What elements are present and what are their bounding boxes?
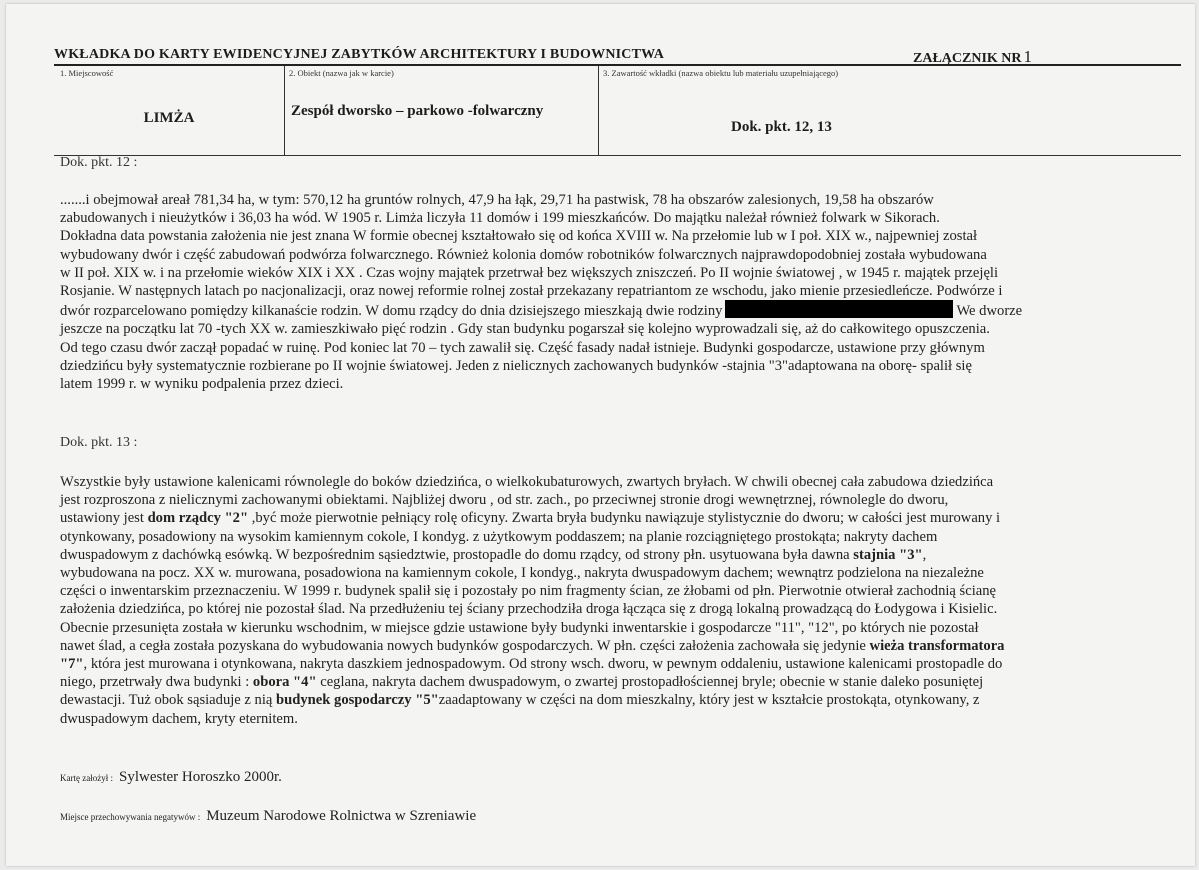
field-object-value: Zespół dworsko – parkowo -folwarczny (291, 103, 544, 119)
text-line: jeszcze na początku lat 70 -tych XX w. zamieszkiwało pięć rodzin . Gdy stan budynku pogarszał się kolejno wyprowadzali się, aż do całkowitego opuszczenia. (60, 321, 990, 338)
building-name-transformer: wieża transformatora (869, 637, 1005, 654)
text-line: w II poł. XIX w. i na przełomie wieków XIX i XX . Czas wojny majątek przetrwał bez większych zniszczeń. Po II wojnie światowej , w 1945 r. majątek przejęli (60, 264, 999, 281)
form-header-table (54, 64, 1181, 156)
text-line: .......i obejmował areał 781,34 ha, w tym: 570,12 ha gruntów rolnych, 47,9 ha łąk, 29,71 ha pastwisk, 78 ha obszarów zalesionych, 19,58 ha obszarów (60, 192, 934, 208)
field-object-label: 2. Obiekt (nazwa jak w karcie) (289, 68, 394, 78)
footer-negatives (60, 807, 476, 825)
text-line (60, 673, 1160, 691)
field-locality (54, 66, 284, 155)
text-line: Rosjanie. W następnych latach po nacjonalizacji, oraz nowej reformie rolnej został przekazany repatriantom ze wschodu, jako mienie przesiedleńcze. Podwórze i (60, 283, 1003, 300)
section-13-text (60, 473, 1160, 728)
building-name-farm: budynek gospodarczy "5" (276, 692, 439, 709)
field-contents-value: Dok. pkt. 12, 13 (731, 119, 832, 135)
building-name-stable: stajnia "3" (853, 546, 923, 563)
footer-author (60, 768, 282, 786)
field-locality-label: 1. Miejscowość (60, 68, 114, 78)
field-contents-label: 3. Zawartość wkładki (nazwa obiektu lub materiału uzupełniającego) (603, 68, 839, 78)
text-line: Obecnie przesunięta została w kierunku wschodnim, w miejsce gdzie ustawione były budynki inwentarskie i gospodarcze "11", "12", po których nie pozostał (60, 619, 979, 636)
text-fragment: ceglana, nakryta dachem dwuspadowym, o zwartej prostopadłościennej bryle; obecnie w stanie daleko posuniętej (316, 674, 984, 691)
text-line: latem 1999 r. w wyniku podpalenia przez dzieci. (60, 376, 344, 393)
section-12-label: Dok. pkt. 12 : (60, 155, 138, 170)
negatives-label: Miejsce przechowywania negatywów : (60, 812, 201, 822)
text-fragment: zaadaptowany w części na dom mieszkalny, który jest w kształcie prostokąta, otynkowany, z (438, 692, 980, 709)
text-line (60, 691, 1160, 709)
text-fragment: dwór rozparcelowano pomiędzy kilkanaście rodzin. W domu rządcy do dnia dzisiejszego mieszkają dwie rodziny (60, 303, 723, 320)
redaction-bar (725, 300, 953, 318)
text-line: Od tego czasu dwór zaczął popadać w ruinę. Pod koniec lat 70 – tych zawalił się. Część fasady nadał istnieje. Budynki gospodarcze, ustawione przy głównym (60, 339, 985, 356)
text-line: Dokładna data powstania założenia nie jest znana W formie obecnej kształtowało się od końca XVIII w. Na przełomie lub w I poł. XIX w., najpewniej został (60, 228, 978, 245)
text-line: wybudowany dwór i część zabudowań podwórza folwarcznego. Również kolonia domów robotników folwarcznych najprawdopodobniej została wybudowana (60, 246, 987, 263)
text-line: wybudowana na pocz. XX w. murowana, posadowiona na kamiennym cokole, I kondyg., nakryta dwuspadowym dachem; wewnątrz podzielona na niezależne (60, 565, 984, 582)
building-name-barn: obora "4" (252, 674, 317, 691)
text-fragment: ,być może pierwotnie pełniący rolę oficyny. Zwarta bryła budynku nawiązuje stylistycznie do dworu; w całości jest murowany i (248, 510, 1001, 527)
text-fragment: niego, przetrwały dwa budynki : (60, 674, 253, 691)
section-13-label: Dok. pkt. 13 : (60, 435, 138, 450)
author-value: Sylwester Horoszko 2000r. (118, 769, 282, 785)
field-object (284, 66, 599, 155)
text-line: otynkowany, posadowiony na wysokim kamiennym cokole, I kondyg. z użytkowym poddaszem; na planie rozciągniętego prostokąta; nakryty dachem (60, 528, 938, 545)
text-line: zabudowanych i nieużytków i 36,03 ha wód. W 1905 r. Limża liczyła 11 domów i 199 mieszkańców. Do majątku należał również folwark w Sikorach. (60, 210, 940, 227)
text-line: Wszystkie były ustawione kalenicami równolegle do boków dziedzińca, o wielkokubaturowych, zwartych bryłach. W chwili obecnej cała zabudowa dziedzińca (60, 474, 994, 490)
text-line: części o inwentarskim przeznaczeniu. W 1999 r. budynek spalił się i pozostały po nim fragmenty ścian, ze żłobami od płn. Pierwotnie otwierał zachodnią ścianę (60, 583, 997, 600)
text-line (60, 655, 1160, 673)
text-line (60, 300, 1160, 320)
text-fragment: We dworze (956, 303, 1023, 320)
field-locality-value: LIMŻA (143, 110, 195, 126)
author-label: Kartę założył : (60, 773, 113, 783)
text-line: jest rozproszona z nielicznymi zachowanymi obiektami. Najbliżej dworu , od str. zach., po przeciwnej stronie drogi wewnętrznej, równolegle do dworu, (60, 492, 949, 509)
text-line: dziedzińcu były systematycznie rozbierane po II wojnie światowej. Jeden z nielicznych zachowanych budynków -stajnia "3"adaptowana na oborę- spalił się (60, 357, 972, 374)
negatives-value: Muzeum Narodowe Rolnictwa w Szreniawie (206, 808, 477, 824)
text-fragment: , która jest murowana i otynkowana, nakryta daszkiem jednospadowym. Od strony wsch. dworu, w pewnym oddaleniu, ustawione kalenicami prostopadle do (83, 656, 1003, 673)
building-name-house: dom rządcy "2" (147, 510, 249, 527)
text-fragment: nawet ślad, a cegła została pozyskana do wybudowania nowych budynków gospodarczych. W płn. części założenia zachowała się jedynie (60, 637, 870, 654)
annex-number: 1 (1023, 47, 1033, 66)
annex-label-text: ZAŁĄCZNIK NR (913, 51, 1022, 66)
text-line (60, 509, 1160, 527)
text-line: dwuspadowym dachem, kryty eternitem. (60, 710, 298, 727)
building-number-transformer: "7" (60, 656, 84, 673)
text-fragment: dewastacji. Tuż obok sąsiaduje z nią (60, 692, 277, 709)
text-fragment: ustawiony jest (60, 510, 148, 527)
text-fragment: dwuspadowym z dachówką esówką. W bezpośrednim sąsiedztwie, prostopadle do domu rządcy, od strony płn. usytuowana była dawna (60, 546, 854, 563)
field-contents (598, 66, 1181, 155)
section-12-text (60, 191, 1160, 393)
text-line: założenia dziedzińca, po której nie pozostał ślad. Na przedłużeniu tej ściany przechodziła droga łącząca się z drogą lokalną prowadzącą do Łodygowa i Kisielic. (60, 601, 998, 618)
text-line (60, 637, 1160, 655)
text-line (60, 546, 1160, 564)
text-fragment: , (922, 546, 927, 563)
document-title: WKŁADKA DO KARTY EWIDENCYJNEJ ZABYTKÓW ARCHITEKTURY I BUDOWNICTWA (54, 47, 665, 62)
